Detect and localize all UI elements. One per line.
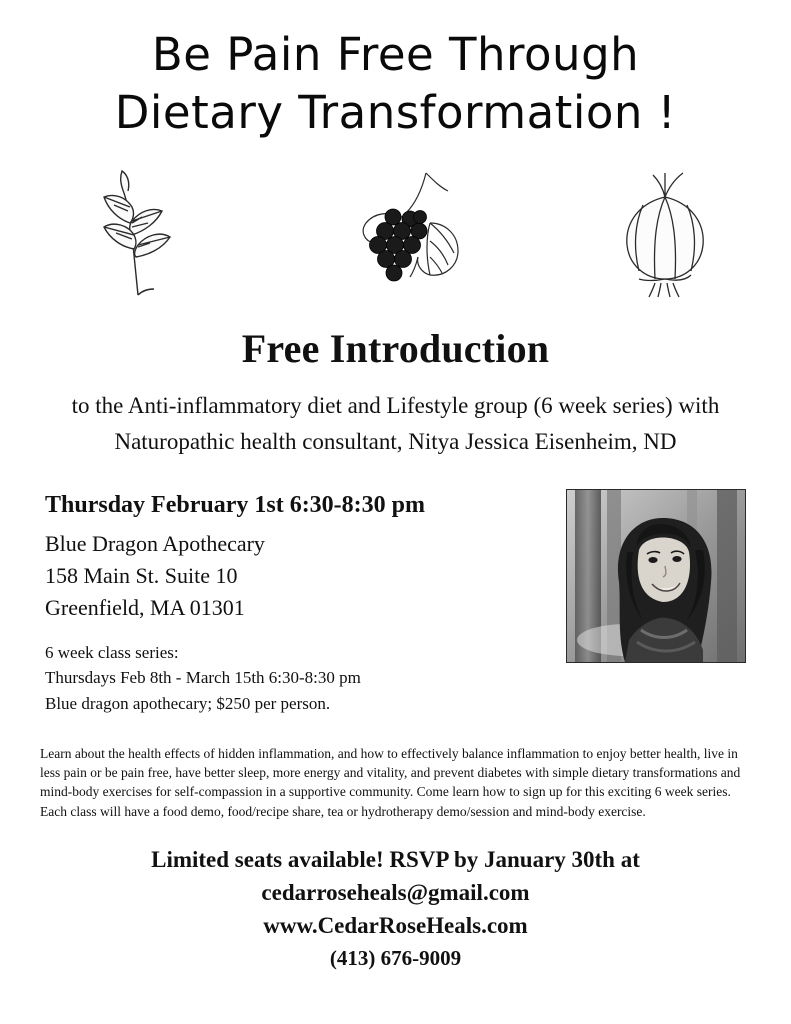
event-city-state-zip: Greenfield, MA 01301 bbox=[45, 594, 245, 620]
event-details-section bbox=[0, 489, 791, 716]
event-address: 158 Main St. Suite 10 bbox=[45, 562, 238, 588]
grape-cluster-illustration bbox=[330, 161, 480, 311]
cta-website[interactable]: www.CedarRoseHeals.com bbox=[263, 913, 528, 939]
cta-email[interactable]: cedarroseheals@gmail.com bbox=[261, 880, 530, 905]
cta-phone[interactable]: (413) 676-9009 bbox=[329, 945, 462, 970]
portrait-image bbox=[567, 490, 745, 662]
section-subtitle bbox=[0, 388, 791, 459]
event-datetime: Thursday February 1st 6:30-8:30 pm bbox=[45, 492, 426, 519]
garlic-bulb-illustration bbox=[595, 163, 735, 303]
section-heading-free-introduction: Free Introduction bbox=[241, 326, 550, 372]
call-to-action bbox=[0, 843, 791, 975]
page-title bbox=[0, 0, 791, 141]
series-venue-price: Blue dragon apothecary; $250 per person. bbox=[45, 693, 331, 713]
event-details bbox=[45, 489, 545, 716]
event-venue: Blue Dragon Apothecary bbox=[45, 530, 265, 556]
portrait-photo bbox=[566, 489, 746, 663]
section-subtitle-line-2: Naturopathic health consultant, Nitya Jessica Eisenheim, ND bbox=[114, 428, 677, 454]
section-subtitle-line-1: to the Anti-inflammatory diet and Lifestyle group (6 week series) with bbox=[71, 393, 720, 419]
page-title-line-1: Be Pain Free Through bbox=[151, 28, 640, 81]
series-heading: 6 week class series: bbox=[45, 642, 179, 662]
class-series-info bbox=[45, 640, 545, 717]
series-dates: Thursdays Feb 8th - March 15th 6:30-8:30 pm bbox=[45, 668, 361, 688]
illustration-band bbox=[0, 153, 791, 313]
page-title-line-2: Dietary Transformation ! bbox=[114, 85, 677, 139]
mint-leaves-illustration bbox=[78, 165, 218, 305]
cta-rsvp-line: Limited seats available! RSVP by January 30th at bbox=[151, 846, 640, 872]
description-paragraph: Learn about the health effects of hidden inflammation, and how to effectively balance inflammation to enjoy better health, live in less pain or be pain free, have better sleep, more energy and vitality, and prevent diabetes with simple dietary transformations and mind-body exercises for self-compassion in a supportive community. Come learn how to sign up for this exciting 6 week series. Each class will have a food demo, food/recipe share, tea or hydrotherapy demo/session and mind-body exercise. bbox=[40, 746, 741, 819]
